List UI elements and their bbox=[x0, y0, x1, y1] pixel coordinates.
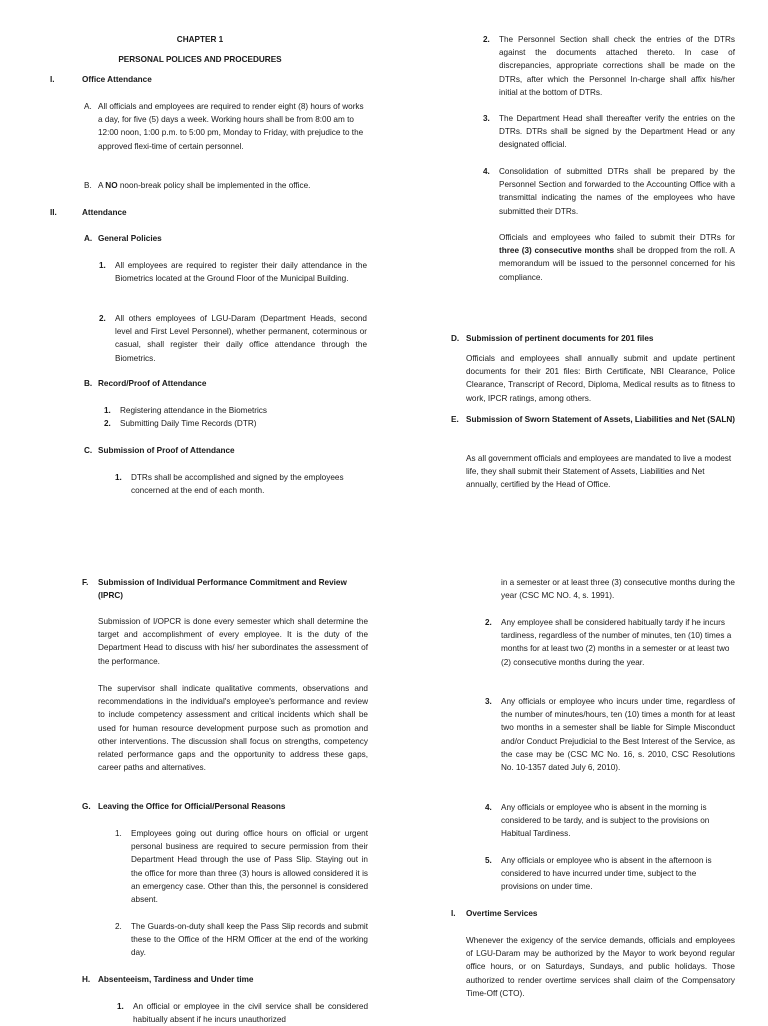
item-number: 2. bbox=[485, 618, 492, 627]
subsection-label: G. bbox=[82, 802, 91, 811]
list-item: Submitting Daily Time Records (DTR) bbox=[120, 419, 257, 428]
subsection-label: D. bbox=[451, 334, 460, 343]
item-number: 2. bbox=[104, 419, 111, 428]
paragraph: Any officials or employee who is absent in the afternoon is considered to have incurred under time, subject to the provisions on under time. bbox=[501, 856, 712, 892]
paragraph: Any officials or employee who is absent in the morning is considered to be tardy, and is subject to the provisions on Habitual Tardiness. bbox=[501, 803, 710, 839]
item-number: 1. bbox=[99, 261, 106, 270]
subsection-heading: General Policies bbox=[98, 234, 162, 243]
section-heading: Attendance bbox=[82, 208, 127, 217]
chapter-label: CHAPTER 1 bbox=[176, 35, 224, 44]
paragraph: An official or employee in the civil service shall be considered habitually absent if he incurs unauthorized bbox=[133, 1002, 368, 1025]
subsection-label: E. bbox=[451, 415, 459, 424]
paragraph bbox=[499, 231, 735, 284]
subsection-label: A. bbox=[84, 234, 93, 243]
item-number: 2. bbox=[115, 922, 122, 931]
paragraph: in a semester or at least three (3) consecutive months during the year (CSC MC NO. 4, s. 1991). bbox=[501, 578, 735, 601]
item-number: 2. bbox=[99, 314, 106, 323]
section-number: I. bbox=[50, 75, 55, 84]
item-number: 4. bbox=[483, 167, 490, 176]
paragraph: Officials and employees shall annually submit and update pertinent documents for their 201 files: Birth Certificate, NBI Clearance, Police Clearance, Transcript of Record, Diploma, Medical results as to fitness to work, IPCR ratings, among others. bbox=[466, 354, 735, 403]
subsection-label: H. bbox=[82, 975, 91, 984]
paragraph: As all government officials and employees are mandated to live a modest life, they shall submit their Statement of Assets, Liabilities and Net annually, certified by the Head of Office. bbox=[466, 454, 732, 490]
subsection-heading: Submission of Sworn Statement of Assets, Liabilities and Net (SALN) bbox=[466, 415, 736, 424]
item-number: 1. bbox=[104, 406, 111, 415]
subsection-label: F. bbox=[82, 578, 89, 587]
item-number: 3. bbox=[483, 114, 490, 123]
paragraph: The Personnel Section shall check the entries of the DTRs against the documents attached thereto. In case of discrepancies, appropriate corrections shall be made on the DTRs, after which the Personnel In-charge shall affix his/her initial at the bottom of DTRs. bbox=[499, 35, 735, 97]
paragraph: Whenever the exigency of the service demands, officials and employees of LGU-Daram may be authorized by the Mayor to work beyond regular office hours, or on Saturdays, Sundays, and public holidays. Those authorized to render overtime services shall claim of the Compensatory Time-Off (CTO). bbox=[466, 936, 735, 998]
paragraph: Any officials or employee who incurs under time, regardless of the number of minutes/hours, ten (10) times a month for at least two months in a semester shall be liable for Simple Misconduct and/or Conduct Prejudicial to the Best Interest of the Service, as the case may be (CSC MC No. 16, s. 2010, CSC Resolutions No. 10-1357 dated July 6, 2010). bbox=[501, 697, 735, 773]
item-number: 1. bbox=[115, 829, 122, 838]
subsection-heading: Submission of pertinent documents for 201 files bbox=[466, 334, 654, 343]
subsection-heading: Submission of Individual Performance Commitment and Review (IPRC) bbox=[98, 578, 347, 601]
subsection-label: I. bbox=[451, 909, 456, 918]
paragraph: The supervisor shall indicate qualitative comments, observations and recommendations in the individual's employee's performance and review to include competency assessment and critical incidents which shall be used for human resource development purpose such as promotion and other interventions. The discussion shall focus on strengths, competency related performance gaps and the opportunity to address these gaps, career paths and alternatives. bbox=[98, 684, 368, 773]
paragraph: DTRs shall be accomplished and signed by the employees concerned at the end of each month. bbox=[131, 473, 344, 496]
section-number: II. bbox=[50, 208, 57, 217]
paragraph: Employees going out during office hours on official or urgent personal business are required to secure permission from their Department Head through the use of Pass Slip. Staying out in the office for more than three (3) hours is allowed considered it is an emergency case. Other than this, the personnel is considered absent. bbox=[131, 829, 368, 905]
paragraph: The Department Head shall thereafter verify the entries on the DTRs. DTRs shall be signed by the Department Head or any designated official. bbox=[499, 114, 735, 150]
text-run: shall be dropped from the roll. A memorandum will be issued to the personnel concerned for his compliance. bbox=[499, 246, 735, 282]
paragraph: All employees are required to register their daily attendance in the Biometrics located at the Ground Floor of the Municipal Building. bbox=[115, 261, 367, 284]
subsection-label: B. bbox=[84, 379, 93, 388]
bottom-page bbox=[0, 545, 768, 1024]
text-run: A bbox=[98, 181, 106, 190]
item-number: 2. bbox=[483, 35, 490, 44]
paragraph: Consolidation of submitted DTRs shall be prepared by the Personnel Section and forwarded to the Accounting Office with a transmittal indicating the names of the employees who have submitted their DTRs. bbox=[499, 167, 735, 216]
subsection-heading: Absenteeism, Tardiness and Under time bbox=[98, 975, 254, 984]
paragraph: All others employees of LGU-Daram (Department Heads, second level and First Level Personnel), whether permanent, coterminous or casual, shall register their daily office attendance through the Biometrics. bbox=[115, 314, 367, 363]
text-run: noon-break policy shall be implemented in the office. bbox=[117, 181, 311, 190]
item-number: 3. bbox=[485, 697, 492, 706]
item-label: A. bbox=[84, 102, 92, 111]
bold-run: three (3) consecutive months bbox=[499, 246, 615, 256]
paragraph: The Guards-on-duty shall keep the Pass Slip records and submit these to the Office of the HRM Officer at the end of the working day. bbox=[131, 922, 368, 958]
paragraph: Submission of I/OPCR is done every semester which shall determine the target and accomplishment of every employee. It is the duty of the Department Head to discuss with his/ her subordinates the assessment of the performance. bbox=[98, 617, 368, 666]
bold-run: NO bbox=[105, 181, 118, 190]
subsection-heading: Record/Proof of Attendance bbox=[98, 379, 207, 388]
paragraph: Any employee shall be considered habitually tardy if he incurs tardiness, regardless of the number of minutes, ten (10) times a months for at least two (2) months in a semester or at least two (2) consecutive months during the year. bbox=[501, 618, 732, 667]
paragraph: All officials and employees are required to render eight (8) hours of works a day, for five (5) days a week. Working hours shall be from 8:00 am to 12:00 noon, 1:00 p.m. to 5:00 pm, Monday to Friday, with prejudice to the approved flexi-time of certain personnel. bbox=[98, 102, 364, 151]
item-number: 5. bbox=[485, 856, 492, 865]
subsection-heading: Leaving the Office for Official/Personal Reasons bbox=[98, 802, 286, 811]
text-run: Officials and employees who failed to submit their DTRs for bbox=[499, 233, 735, 242]
paragraph bbox=[98, 179, 368, 192]
item-number: 1. bbox=[115, 473, 122, 482]
list-item: Registering attendance in the Biometrics bbox=[120, 406, 267, 415]
section-heading: Office Attendance bbox=[82, 75, 152, 84]
item-number: 4. bbox=[485, 803, 492, 812]
subsection-label: C. bbox=[84, 446, 93, 455]
document-title: PERSONAL POLICES AND PROCEDURES bbox=[118, 55, 282, 64]
subsection-heading: Submission of Proof of Attendance bbox=[98, 446, 235, 455]
item-label: B. bbox=[84, 181, 92, 190]
subsection-heading: Overtime Services bbox=[466, 909, 538, 918]
item-number: 1. bbox=[117, 1002, 124, 1011]
